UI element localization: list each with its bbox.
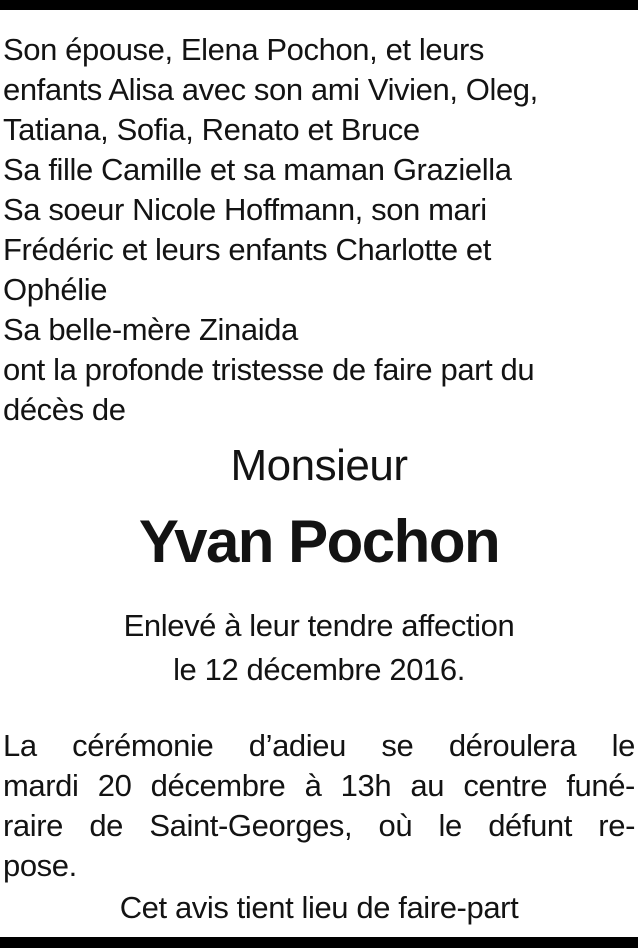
- obituary-notice: [0, 10, 638, 928]
- intro-paragraph: [3, 30, 635, 430]
- ceremony-line: La cérémonie d’adieu se déroulera le: [3, 728, 635, 763]
- affection-line: Enlevé à leur tendre affection: [123, 608, 515, 643]
- intro-line: ont la profonde tristesse de faire part du: [3, 352, 535, 387]
- intro-line: Tatiana, Sofia, Renato et Bruce: [3, 112, 420, 147]
- death-date-line: le 12 décembre 2016.: [173, 652, 465, 687]
- intro-line: Ophélie: [3, 272, 108, 307]
- intro-line: décès de: [3, 392, 126, 427]
- affection-block: [3, 604, 635, 692]
- intro-line: Sa belle-mère Zinaida: [3, 312, 298, 347]
- intro-line: Frédéric et leurs enfants Charlotte et: [3, 232, 491, 267]
- intro-line: Sa soeur Nicole Hoffmann, son mari: [3, 192, 487, 227]
- intro-line: enfants Alisa avec son ami Vivien, Oleg,: [3, 72, 538, 107]
- faire-part-notice: Cet avis tient lieu de faire-part: [119, 890, 519, 925]
- deceased-name: Yvan Pochon: [138, 508, 500, 575]
- ceremony-line: mardi 20 décembre à 13h au centre funé-: [3, 768, 635, 803]
- civility-title: Monsieur: [230, 441, 408, 490]
- intro-line: Son épouse, Elena Pochon, et leurs: [3, 32, 485, 67]
- intro-line: Sa fille Camille et sa maman Graziella: [3, 152, 512, 187]
- top-border-bar: [0, 0, 638, 10]
- ceremony-line: raire de Saint-Georges, où le défunt re-: [3, 808, 635, 843]
- ceremony-line: pose.: [3, 848, 77, 883]
- bottom-border-bar: [0, 937, 638, 948]
- ceremony-paragraph: [3, 726, 635, 886]
